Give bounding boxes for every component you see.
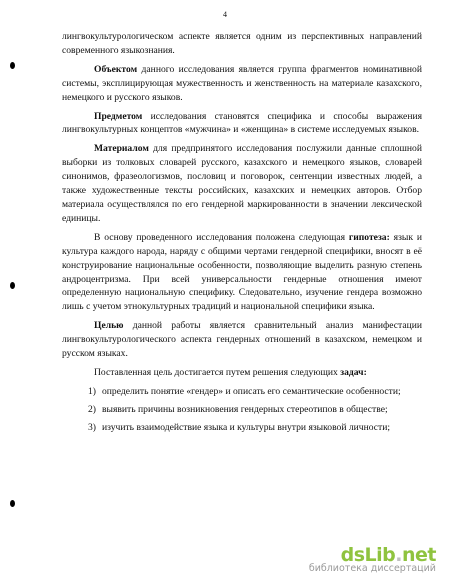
document-body [62,30,422,439]
watermark-caption: библиотека диссертаций [308,563,436,574]
paragraph-hypothesis: В основу проведенного исследования положена следующая гипотеза: язык и культура каждого народа, наряду с общими чертами гендерной специфики, вносят в её конструирование национальные особенности, позволяющие выделить разную степень андроцентризма. При всей универсальности гендерные отношения имеют определенную национальную специфику. Следовательно, изучение гендера возможно лишь с учетом этнокультурных традиций и национальной специфики языка. [62,231,422,313]
term-goal: Целью [94,320,124,332]
paragraph-tasks-intro: Поставленная цель достигается путем решения следующих задач: [94,366,367,378]
term-object: Объектом [94,63,138,75]
term-subject: Предметом [94,110,143,122]
binder-hole-mark [10,500,15,507]
binder-hole-mark [10,282,15,289]
list-item: 1) определить понятие «гендер» и описать его семантические особенности; [88,385,401,397]
watermark-logo: dsLib.net [340,544,436,566]
paragraph-material: Материалом для предпринятого исследования послужили данные сплошной выборки из толковых словарей русского, казахского и немецкого языков, словарей синонимов, фразеологизмов, пословиц и поговорок, сентенции известных людей, а также художественные тексты российских, казахских и немецких авторов. Отбор материала осуществлялся по его гендерной маркированности в значении лексической единицы. [62,143,422,224]
term-material: Материалом [94,143,149,155]
paragraph-subject: Предметом исследования становятся специфика и способы выражения лингвокультурных концептов «мужчина» и «женщина» в системе исследуемых языков. [62,110,422,136]
paragraph-intro: лингвокультурологическом аспекте является одним из перспективных направлений современного языкознания. [62,31,422,56]
list-item: 2) выявить причины возникновения гендерных стереотипов в обществе; [88,403,388,415]
term-tasks: задач: [340,366,367,378]
paragraph-goal: Целью данной работы является сравнительный анализ манифестации лингвокультурологического аспекта гендерных отношений в казахском, немецком и русском языках. [62,320,422,360]
page-number: 4 [223,10,227,19]
list-item: 3) изучить взаимодействие языка и культуры внутри языковой личности; [88,421,391,433]
paragraph-object: Объектом данного исследования является группа фрагментов номинативной системы, эксплицирующая мужественность и женственность на материале казахского, немецкого и русского языков. [62,63,422,103]
watermark [309,544,436,574]
tasks-list [62,385,422,435]
binder-hole-mark [10,62,15,69]
term-hypothesis: гипотеза: [348,231,390,243]
